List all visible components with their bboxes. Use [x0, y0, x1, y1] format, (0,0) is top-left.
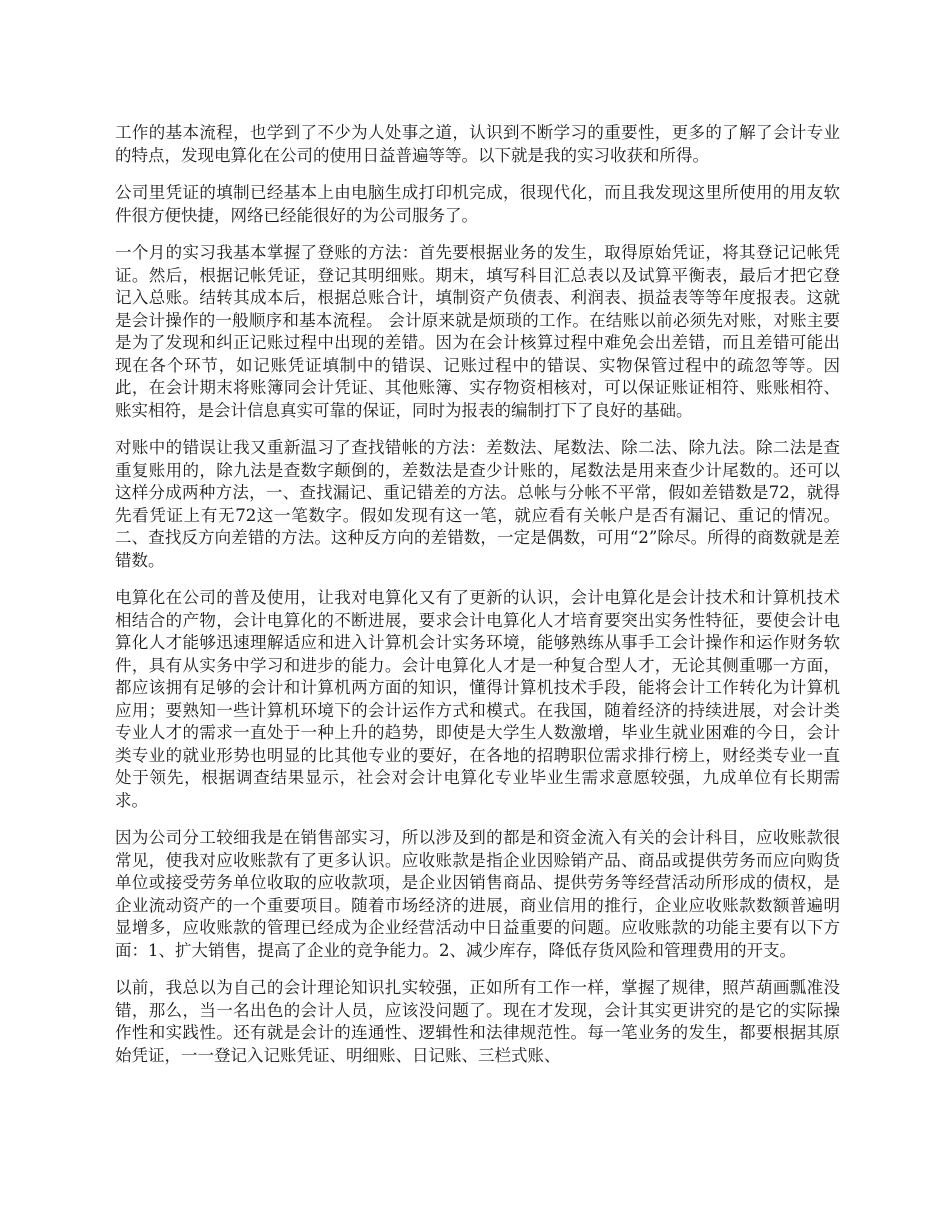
paragraph-7: 以前，我总以为自己的会计理论知识扎实较强，正如所有工作一样，掌握了规律，照芦葫画瓢准没错，那么，当一名出色的会计人员，应该没问题了。现在才发现，会计其实更讲究的是它的实际操作性和实践性。还有就是会计的连通性、逻辑性和法律规范性。每一笔业务的发生，都要根据其原始凭证，一一登记入记账凭证、明细账、日记账、三栏式账、: [115, 978, 840, 1065]
paragraph-2: 公司里凭证的填制已经基本上由电脑生成打印机完成，很现代化，而且我发现这里所使用的用友软件很方便快捷，网络已经能很好的为公司服务了。: [115, 183, 840, 225]
paragraph-5: 电算化在公司的普及使用，让我对电算化又有了更新的认识，会计电算化是会计技术和计算机技术相结合的产物，会计电算化的不断进展，要求会计电算化人才培育要突出实务性特征，要使会计电算化人才能够迅速理解适应和进入计算机会计实务环境，能够熟练从事手工会计操作和运作财务软件，具有从实务中学习和进步的能力。会计电算化人才是一种复合型人才，无论其侧重哪一方面，都应该拥有足够的会计和计算机两方面的知识，懂得计算机技术手段，能将会计工作转化为计算机应用；要熟知一些计算机环境下的会计运作方式和模式。在我国，随着经济的持续进展，对会计类专业人才的需求一直处于一种上升的趋势，即使是大学生人数激增，毕业生就业困难的今日，会计类专业的就业形势也明显的比其他专业的要好，在各地的招聘职位需求排行榜上，财经类专业一直处于领先，根据调查结果显示，社会对会计电算化专业毕业生需求意愿较强，九成单位有长期需求。: [115, 588, 840, 810]
paragraph-1: 工作的基本流程，也学到了不少为人处事之道，认识到不断学习的重要性，更多的了解了会计专业的特点，发现电算化在公司的使用日益普遍等等。以下就是我的实习收获和所得。: [115, 123, 840, 165]
paragraph-4: 对账中的错误让我又重新温习了查找错帐的方法：差数法、尾数法、除二法、除九法。除二法是查重复账用的，除九法是查数字颠倒的，差数法是查少计账的，尾数法是用来查少计尾数的。还可以这样分成两种方法，一、查找漏记、重记错差的方法。总帐与分帐不平常，假如差错数是72，就得先看凭证上有无72这一笔数字。假如发现有这一笔，就应看有关帐户是否有漏记、重记的情况。二、查找反方向差错的方法。这种反方向的差错数，一定是偶数，可用“2”除尽。所得的商数就是差错数。: [115, 438, 840, 570]
document-body: [115, 122, 840, 1082]
paragraph-6: 因为公司分工较细我是在销售部实习，所以涉及到的都是和资金流入有关的会计科目，应收账款很常见，使我对应收账款有了更多认识。应收账款是指企业因赊销产品、商品或提供劳务而应向购货单位或接受劳务单位收取的应收款项，是企业因销售商品、提供劳务等经营活动所形成的债权，是企业流动资产的一个重要项目。随着市场经济的进展，商业信用的推行，企业应收账款数额普遍明显增多，应收账款的管理已经成为企业经营活动中日益重要的问题。应收账款的功能主要有以下方面：1、扩大销售，提高了企业的竞争能力。2、减少库存，降低存货风险和管理费用的开支。: [115, 828, 840, 960]
paragraph-3: 一个月的实习我基本掌握了登账的方法：首先要根据业务的发生，取得原始凭证，将其登记记帐凭证。然后，根据记帐凭证，登记其明细账。期末，填写科目汇总表以及试算平衡表，最后才把它登记入总账。结转其成本后，根据总账合计，填制资产负债表、利润表、损益表等等年度报表。这就是会计操作的一般顺序和基本流程。 会计原来就是烦琐的工作。在结账以前必须先对账，对账主要是为了发现和纠正记账过程中出现的差错。因为在会计核算过程中难免会出差错，而且差错可能出现在各个环节，如记账凭证填制中的错误、记账过程中的错误、实物保管过程中的疏忽等等。因此，在会计期末将账簿同会计凭证、其他账簿、实存物资相核对，可以保证账证相符、账账相符、账实相符，是会计信息真实可靠的保证，同时为报表的编制打下了良好的基础。: [115, 243, 840, 420]
